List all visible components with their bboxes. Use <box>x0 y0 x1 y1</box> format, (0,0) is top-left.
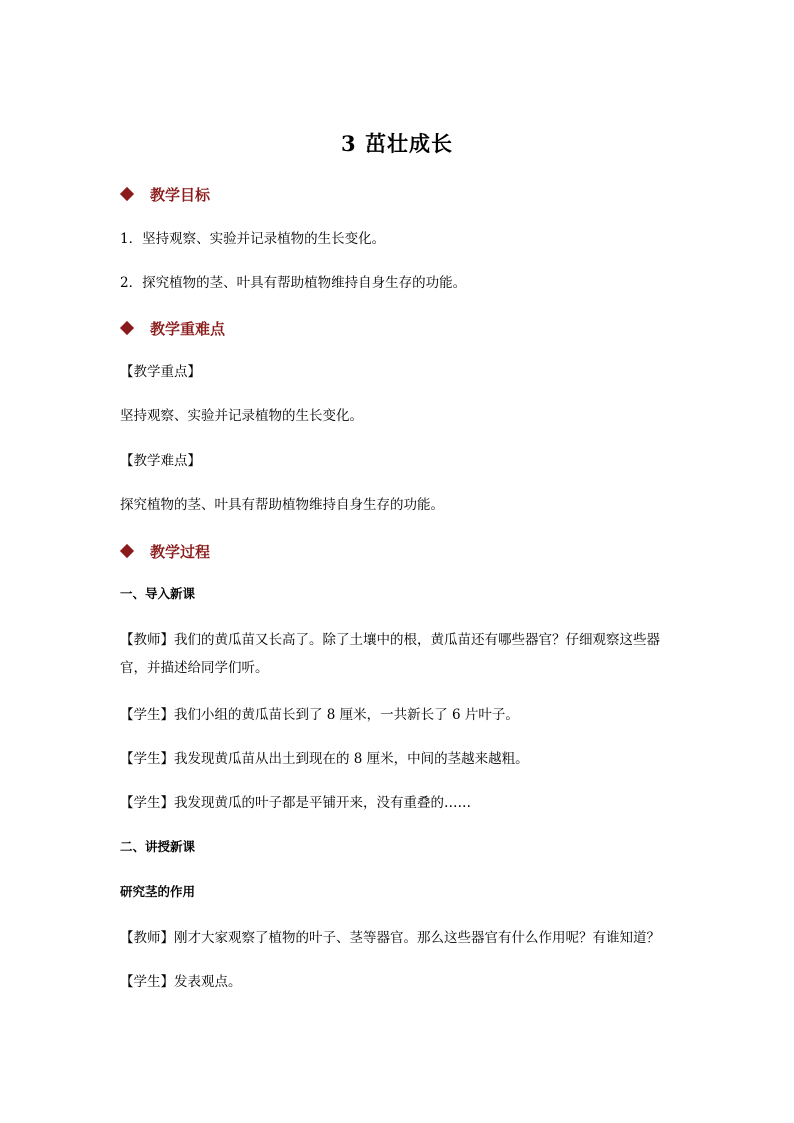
section-heading-key-points <box>120 318 225 339</box>
student-line-3: 【学生】我发现黄瓜的叶子都是平铺开来，没有重叠的…… <box>120 795 471 811</box>
section-heading-text: 教学目标 <box>150 186 211 204</box>
section-heading-text: 教学重难点 <box>150 320 226 338</box>
page-title: 3 茁壮成长 <box>341 131 453 156</box>
section-heading-text: 教学过程 <box>150 543 211 561</box>
difficulty-label: 【教学难点】 <box>120 453 201 469</box>
section-heading-goals <box>120 184 210 205</box>
goal-item-2: 2．探究植物的茎、叶具有帮助植物维持自身生存的功能。 <box>120 275 467 291</box>
goal-item-1: 1．坚持观察、实验并记录植物的生长变化。 <box>120 231 386 247</box>
diamond-bullet-icon <box>120 321 134 335</box>
student-line-4: 【学生】发表观点。 <box>120 974 242 990</box>
part1-heading: 一、导入新课 <box>120 586 196 601</box>
diamond-bullet-icon <box>120 544 134 558</box>
focus-text: 坚持观察、实验并记录植物的生长变化。 <box>120 408 363 424</box>
teacher-line-1-cont: 官，并描述给同学们听。 <box>120 660 269 676</box>
student-line-1: 【学生】我们小组的黄瓜苗长到了 8 厘米，一共新长了 6 片叶子。 <box>120 707 519 723</box>
teacher-line-2: 【教师】刚才大家观察了植物的叶子、茎等器官。那么这些器官有什么作用呢？有谁知道？ <box>120 930 660 946</box>
section-heading-process <box>120 541 210 562</box>
sub-heading: 研究茎的作用 <box>120 884 196 899</box>
teacher-line-1: 【教师】我们的黄瓜苗又长高了。除了土壤中的根，黄瓜苗还有哪些器官？仔细观察这些器 <box>120 632 660 648</box>
student-line-2: 【学生】我发现黄瓜苗从出土到现在的 8 厘米，中间的茎越来越粗。 <box>120 751 529 767</box>
focus-label: 【教学重点】 <box>120 364 201 380</box>
difficulty-text: 探究植物的茎、叶具有帮助植物维持自身生存的功能。 <box>120 497 444 513</box>
part2-heading: 二、讲授新课 <box>120 839 196 854</box>
diamond-bullet-icon <box>120 187 134 201</box>
